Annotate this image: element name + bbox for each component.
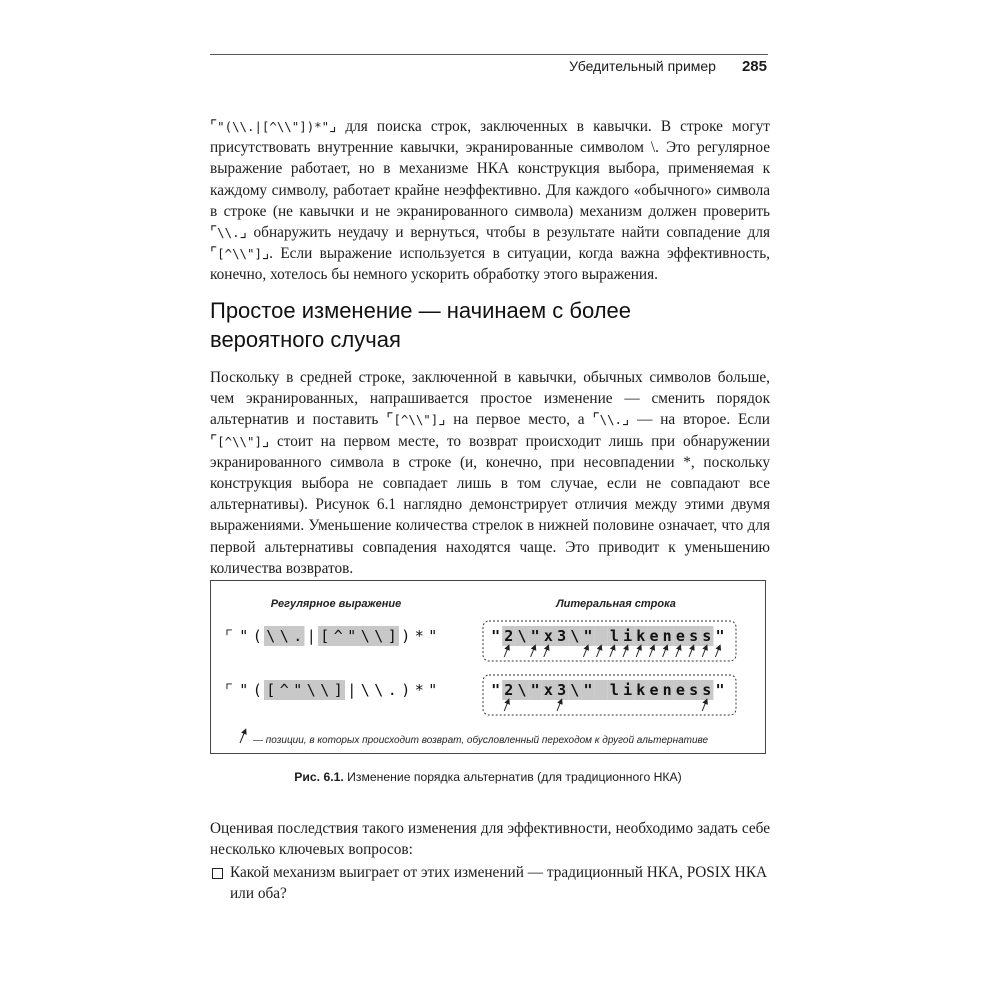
figure-char: ]	[333, 681, 343, 699]
backtrack-arrow-icon	[623, 647, 627, 657]
checkbox-bullet-icon	[212, 868, 223, 879]
figure-char: (	[252, 627, 262, 645]
backtrack-arrow-icon	[610, 647, 614, 657]
figure-char: 3	[557, 681, 567, 699]
string-column-label: Литеральная строка	[556, 598, 676, 610]
figure-char: k	[636, 627, 646, 645]
regex-inline: \\.	[217, 225, 240, 241]
page-number: 285	[741, 58, 767, 75]
backtrack-arrow-icon	[544, 647, 548, 657]
legend-arrow-icon	[240, 731, 245, 743]
figure-char: \	[570, 681, 580, 699]
backtrack-arrow-icon	[557, 701, 561, 711]
figure-char: "	[530, 627, 540, 645]
figure-char: "	[491, 681, 501, 699]
figure-char: i	[623, 627, 633, 645]
figure-char: k	[636, 681, 646, 699]
backtrack-arrows	[504, 647, 719, 711]
figure-char: s	[689, 681, 699, 699]
regex-inline: \\.	[599, 412, 623, 428]
figure-char: 3	[557, 627, 567, 645]
text-run: обнаружить неудачу и вернуться, чтобы в результате найти совпадение для	[246, 224, 770, 242]
figure-char: x	[543, 627, 553, 645]
figure-char: [	[266, 681, 276, 699]
backtrack-arrow-icon	[531, 647, 535, 657]
figure-char: "	[347, 627, 357, 645]
figure-char: e	[675, 627, 685, 645]
figure-char: ]	[387, 627, 397, 645]
figure-char: "	[715, 681, 725, 699]
figure-char: .	[293, 627, 303, 645]
text-run: на первое место, а	[445, 411, 593, 429]
backtrack-arrow-icon	[676, 647, 680, 657]
backtrack-arrow-icon	[583, 647, 587, 657]
text-run: Поскольку в средней строке, заключенной в кавычки, обычных символов больше, чем экранированных, напрашивается простое изменение — сменить порядок альтернатив и поставить	[210, 369, 770, 429]
paragraph-intro: ⌜"(\\.|[^\\"])*"⌟ для поиска строк, заключенных в кавычки. В строке могут присутствовать внутренние кавычки, экранированные символом \. Это регулярное выражение работает, но в механизме НКА конструкция выбора, применяемая к каждому символу, работает крайне неэффективно. Для каждого «обычного» символа в строке (не кавычки и не экранированного символа) механизм должен проверить ⌜\\.⌟ обнаружить неудачу и вернуться, чтобы в результате найти совпадение для ⌜[^\\"]⌟. Если выражение используется в ситуации, когда важна эффективность, конечно, хотелось бы немного ускорить обработку этого выражения.	[210, 118, 770, 284]
figure-legend: — позиции, в которых происходит возврат, обусловленный переходом к другой альтернативе	[253, 735, 709, 746]
figure-char: [	[320, 627, 330, 645]
text-run: — на второе. Если	[629, 411, 770, 429]
text-run: для поиска строк, заключенных в кавычки. В строке могут присутствовать внутренние кавычки, экранированные символом \. Это регулярное выражение работает, но в механизме НКА конструкция выбора, применяемая к каждому символу, работает крайне неэффективно. Для каждого «обычного» символа в строке (не кавычки и не экранированного символа) механизм должен проверить	[210, 118, 770, 220]
figure-char: \	[517, 681, 527, 699]
backtrack-arrow-icon	[702, 701, 706, 711]
figure-char: \	[517, 627, 527, 645]
section-heading: Простое изменение — начинаем с более вероятного случая	[210, 298, 631, 352]
figure-char: "	[583, 681, 593, 699]
figure-char: i	[623, 681, 633, 699]
paragraph-body: Поскольку в средней строке, заключенной в кавычки, обычных символов больше, чем экранированных, напрашивается простое изменение — сменить порядок альтернатив и поставить ⌜[^\\"]⌟ на первое место, а ⌜\\.⌟ — на второе. Если ⌜[^\\"]⌟ стоит на первом месте, то возврат происходит лишь при обнаружении экранированного символа в строке (и, конечно, при несовпадении *, поскольку конструкция выбора не совпадает лишь в том случае, если не совпадают все альтернативы). Рисунок 6.1 наглядно демонстрирует отличия между этими двумя выражениями. Уменьшение количества стрелок в нижней половине означает, что для первой альтернативы совпадения находятся чаще. Это приводит к уменьшению количества возвратов.	[210, 369, 770, 577]
highlight-cell	[595, 626, 608, 646]
figure-char: *	[414, 627, 424, 645]
figure-char: "	[428, 627, 438, 645]
backtrack-arrow-icon	[504, 701, 508, 711]
string-row-1	[491, 626, 724, 646]
figure-6-1	[210, 580, 766, 754]
regex-open-bracket: ⌜	[224, 680, 235, 700]
figure-char: )	[401, 627, 411, 645]
regex-inline: "(\\.|[^\\"])*"	[217, 119, 330, 134]
figure-char: \	[374, 627, 384, 645]
figure-caption	[210, 770, 766, 784]
figure-char: ^	[279, 681, 289, 699]
string-row-2	[491, 680, 724, 700]
regex-inline: [^\\"]	[393, 412, 439, 428]
figure-char: \	[374, 681, 384, 699]
backtrack-arrow-icon	[715, 647, 719, 657]
backtrack-arrow-icon	[663, 647, 667, 657]
regex-row-2	[239, 680, 437, 700]
header-rule	[210, 54, 768, 55]
bullet-item	[210, 862, 770, 904]
figure-char: "	[239, 681, 249, 699]
figure-char: .	[387, 681, 397, 699]
backtrack-arrow-icon	[649, 647, 653, 657]
figure-char: "	[715, 627, 725, 645]
figure-char: \	[320, 681, 330, 699]
running-header	[569, 58, 767, 75]
running-header-title: Убедительный пример	[569, 58, 716, 74]
paragraph-questions: Оценивая последствия такого изменения для эффективности, необходимо задать себе несколько ключевых вопросов:	[210, 820, 770, 859]
figure-char: \	[360, 627, 370, 645]
figure-char: "	[530, 681, 540, 699]
figure-char: \	[360, 681, 370, 699]
figure-char: \	[306, 681, 316, 699]
figure-char: "	[239, 627, 249, 645]
figure-char: \	[279, 627, 289, 645]
figure-char: 2	[504, 627, 514, 645]
figure-char: "	[491, 627, 501, 645]
figure-char: l	[609, 681, 619, 699]
backtrack-arrow-icon	[597, 647, 601, 657]
figure-char: *	[414, 681, 424, 699]
backtrack-arrow-icon	[689, 647, 693, 657]
regex-inline: [^\\"]	[217, 433, 262, 449]
backtrack-arrow-icon	[702, 647, 706, 657]
figure-char: "	[583, 627, 593, 645]
backtrack-arrow-icon	[636, 647, 640, 657]
figure-char: "	[293, 681, 303, 699]
figure-caption-label: Рис. 6.1.	[294, 770, 344, 784]
bullet-text: Какой механизм выиграет от этих изменений — традиционный НКА, POSIX НКА или оба?	[230, 864, 768, 903]
figure-caption-text: Изменение порядка альтернатив (для традиционного НКА)	[343, 770, 682, 784]
figure-char: x	[543, 681, 553, 699]
figure-char: s	[689, 627, 699, 645]
figure-char: \	[570, 627, 580, 645]
figure-char: |	[306, 627, 316, 645]
figure-diagram	[211, 581, 767, 755]
figure-char: s	[702, 681, 712, 699]
figure-char: e	[675, 681, 685, 699]
figure-char: n	[662, 627, 672, 645]
figure-char: e	[649, 627, 659, 645]
regex-row-1	[239, 626, 437, 646]
figure-char: )	[401, 681, 411, 699]
highlight-cell	[595, 680, 608, 700]
figure-char: \	[266, 627, 276, 645]
text-run: стоит на первом месте, то возврат происходит лишь при обнаружении экранированного символа в строке (и, конечно, при несовпадении *, поскольку конструкция выбора не совпадает лишь в том случае, если не совпадают все альтернативы). Рисунок 6.1 наглядно демонстрирует отличия между этими двумя выражениями. Уменьшение количества стрелок в нижней половине означает, что для первой альтернативы совпадения находятся чаще. Это приводит к уменьшению количества возвратов.	[210, 432, 770, 577]
regex-inline: [^\\"]	[217, 246, 262, 262]
figure-char: n	[662, 681, 672, 699]
figure-char: l	[609, 627, 619, 645]
figure-char: e	[649, 681, 659, 699]
text-run: . Если выражение используется в ситуации, когда важна эффективность, конечно, хотелось бы немного ускорить обработку этого выражения.	[210, 245, 770, 284]
regex-open-bracket: ⌜	[224, 626, 235, 646]
figure-char: |	[347, 681, 357, 699]
backtrack-arrow-icon	[504, 647, 508, 657]
figure-char: (	[252, 681, 262, 699]
figure-char: s	[702, 627, 712, 645]
figure-char: "	[428, 681, 438, 699]
figure-char: 2	[504, 681, 514, 699]
figure-char: ^	[333, 627, 343, 645]
regex-column-label: Регулярное выражение	[270, 598, 402, 610]
